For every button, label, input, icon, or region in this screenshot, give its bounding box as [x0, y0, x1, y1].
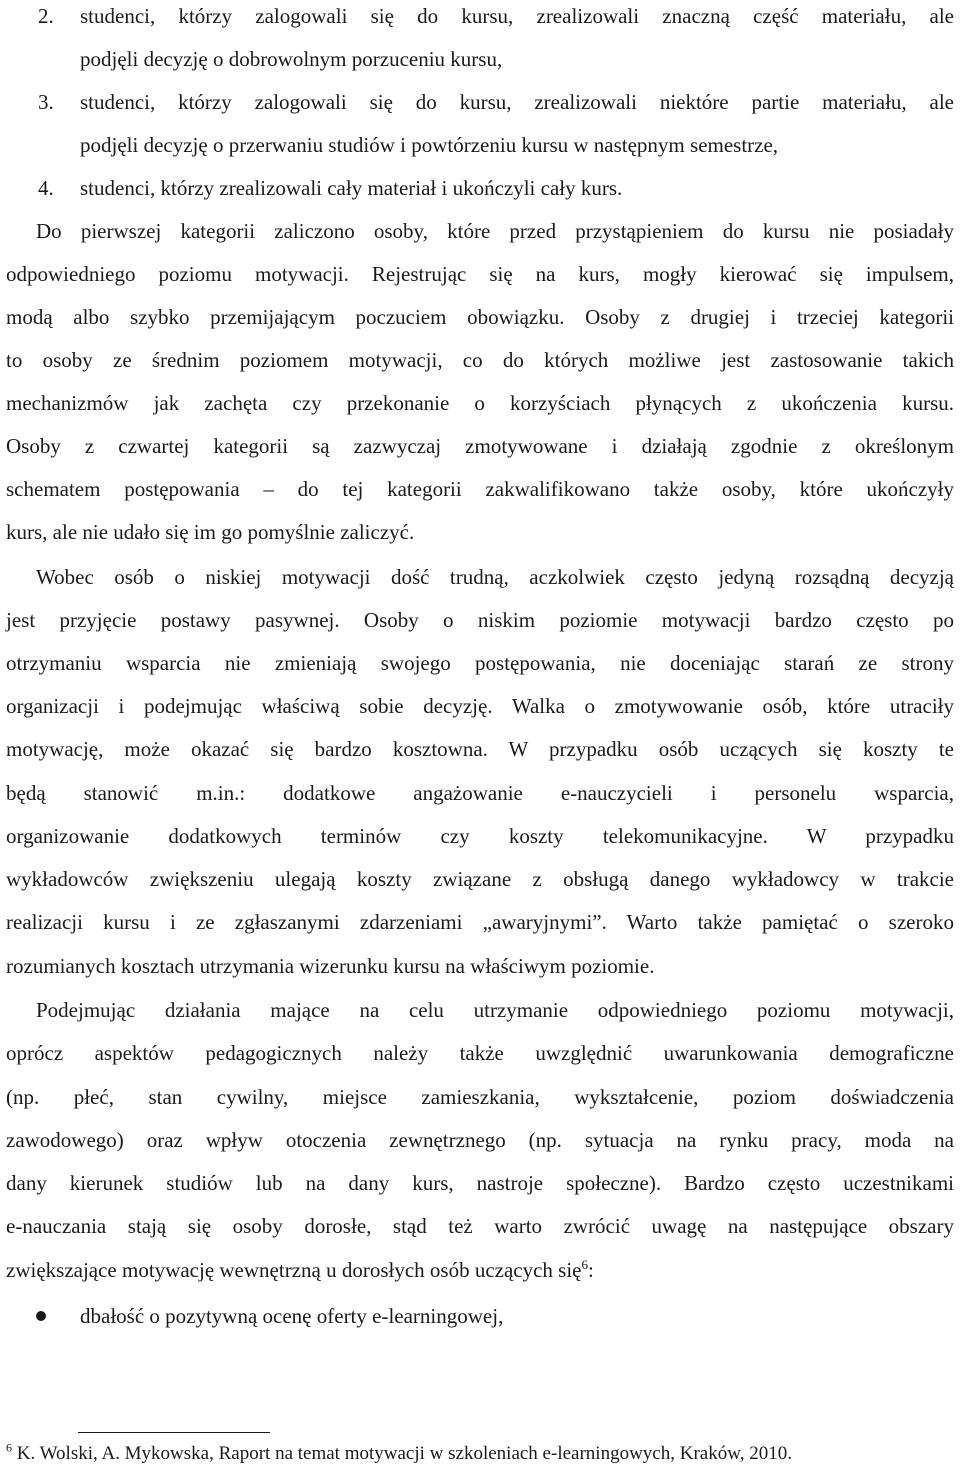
footnote-text: K. Wolski, A. Mykowska, Raport na temat motywacji w szkoleniach e-learningowych, Kraków, 2010.: [12, 1443, 792, 1464]
paragraph-line: oprócz aspektów pedagogicznych należy także uwzględnić uwarunkowania demograficzne: [6, 1041, 954, 1065]
bullet-item-text: dbałość o pozytywną ocenę oferty e-learningowej,: [80, 1304, 504, 1328]
paragraph-line: rozumianych kosztach utrzymania wizerunku kursu na właściwym poziomie.: [6, 954, 655, 978]
list-number: 4.: [38, 176, 54, 200]
list-item-text: podjęli decyzję o dobrowolnym porzuceniu kursu,: [80, 47, 503, 71]
footnote: [6, 1440, 792, 1465]
paragraph-line: e-nauczania stają się osoby dorosłe, stąd też warto zwrócić uwagę na następujące obszary: [6, 1214, 954, 1238]
footnote-separator: [78, 1432, 270, 1433]
paragraph-line: organizowanie dodatkowych terminów czy koszty telekomunikacyjne. W przypadku: [6, 824, 954, 848]
paragraph-line: dany kierunek studiów lub na dany kurs, nastroje społeczne). Bardzo często uczestnikami: [6, 1171, 954, 1195]
paragraph-line: organizacji i podejmując właściwą sobie decyzję. Walka o zmotywowanie osób, które utraciły: [6, 694, 954, 718]
paragraph-line: realizacji kursu i ze zgłaszanymi zdarzeniami „awaryjnymi”. Warto także pamiętać o szeroko: [6, 910, 954, 934]
list-number: 2.: [38, 4, 54, 28]
footnote-number: 6: [6, 1440, 12, 1455]
bullet-icon: [36, 1311, 46, 1321]
paragraph-line: motywację, może okazać się bardzo kosztowna. W przypadku osób uczących się koszty te: [6, 737, 954, 761]
list-item-text: studenci, którzy zalogowali się do kursu, zrealizowali niektóre partie materiału, ale: [80, 90, 954, 114]
paragraph-line-text: zwiększające motywację wewnętrzną u dorosłych osób uczących się: [6, 1258, 582, 1282]
paragraph-line: zawodowego) oraz wpływ otoczenia zewnętrznego (np. sytuacja na rynku pracy, moda na: [6, 1128, 954, 1152]
paragraph-line: otrzymaniu wsparcia nie zmieniają swojego postępowania, nie doceniając starań ze strony: [6, 651, 954, 675]
paragraph-line: to osoby ze średnim poziomem motywacji, co do których możliwe jest zastosowanie takich: [6, 348, 954, 372]
paragraph-line: Podejmując działania mające na celu utrzymanie odpowiedniego poziomu motywacji,: [36, 998, 954, 1022]
paragraph-line: będą stanowić m.in.: dodatkowe angażowanie e-nauczycieli i personelu wsparcia,: [6, 781, 954, 805]
paragraph-line: [6, 1258, 954, 1282]
paragraph-line: odpowiedniego poziomu motywacji. Rejestrując się na kurs, mogły kierować się impulsem,: [6, 262, 954, 286]
paragraph-line: mechanizmów jak zachęta czy przekonanie o korzyściach płynących z ukończenia kursu.: [6, 391, 954, 415]
list-number: 3.: [38, 90, 54, 114]
paragraph-line: (np. płeć, stan cywilny, miejsce zamieszkania, wykształcenie, poziom doświadczenia: [6, 1085, 954, 1109]
paragraph-line: modą albo szybko przemijającym poczuciem obowiązku. Osoby z drugiej i trzeciej kategorii: [6, 305, 954, 329]
list-item-text: studenci, którzy zrealizowali cały materiał i ukończyli cały kurs.: [80, 176, 623, 200]
paragraph-line-colon: :: [588, 1258, 594, 1282]
footnote-reference[interactable]: 6: [581, 1257, 589, 1272]
paragraph-line: wykładowców zwiększeniu ulegają koszty związane z obsługą danego wykładowcy w trakcie: [6, 867, 954, 891]
paragraph-line: Do pierwszej kategorii zaliczono osoby, które przed przystąpieniem do kursu nie posiadały: [36, 219, 954, 243]
paragraph-line: Osoby z czwartej kategorii są zazwyczaj zmotywowane i działają zgodnie z określonym: [6, 434, 954, 458]
list-item-text: podjęli decyzję o przerwaniu studiów i powtórzeniu kursu w następnym semestrze,: [80, 133, 779, 157]
paragraph-line: jest przyjęcie postawy pasywnej. Osoby o niskim poziomie motywacji bardzo często po: [6, 608, 954, 632]
list-item-text: studenci, którzy zalogowali się do kursu, zrealizowali znaczną część materiału, ale: [80, 4, 954, 28]
paragraph-line: kurs, ale nie udało się im go pomyślnie zaliczyć.: [6, 520, 415, 544]
paragraph-line: Wobec osób o niskiej motywacji dość trudną, aczkolwiek często jedyną rozsądną decyzją: [36, 565, 954, 589]
paragraph-line: schematem postępowania – do tej kategorii zakwalifikowano także osoby, które ukończyły: [6, 477, 954, 501]
